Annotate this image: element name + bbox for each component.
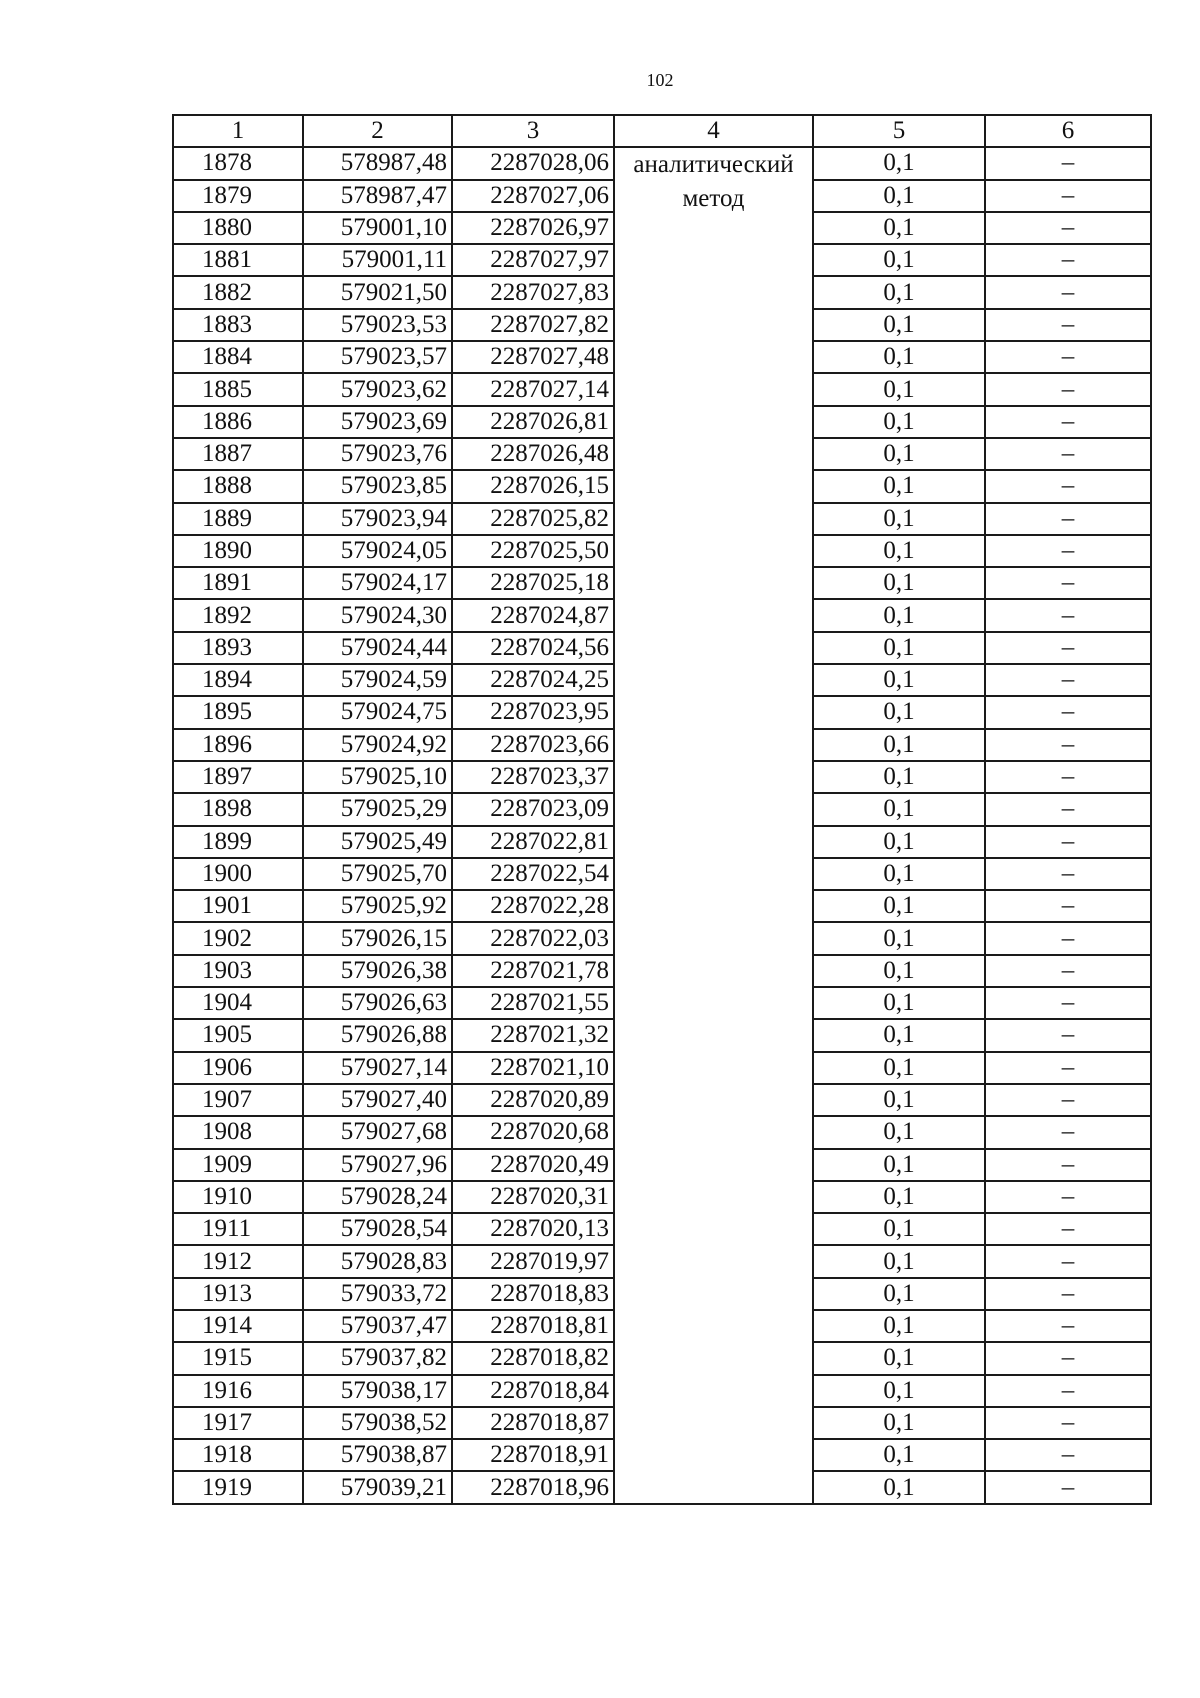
accuracy-cell: 0,1 bbox=[813, 244, 985, 276]
y-coordinate-cell: 2287027,82 bbox=[452, 309, 614, 341]
y-coordinate-cell: 2287024,56 bbox=[452, 632, 614, 664]
x-coordinate-cell: 579023,85 bbox=[303, 470, 452, 502]
accuracy-cell: 0,1 bbox=[813, 1052, 985, 1084]
x-coordinate-cell: 579023,62 bbox=[303, 373, 452, 405]
description-cell: – bbox=[985, 1342, 1151, 1374]
description-cell: – bbox=[985, 341, 1151, 373]
accuracy-cell: 0,1 bbox=[813, 1019, 985, 1051]
y-coordinate-cell: 2287023,95 bbox=[452, 696, 614, 728]
accuracy-cell: 0,1 bbox=[813, 341, 985, 373]
accuracy-cell: 0,1 bbox=[813, 922, 985, 954]
description-cell: – bbox=[985, 793, 1151, 825]
y-coordinate-cell: 2287024,87 bbox=[452, 599, 614, 631]
x-coordinate-cell: 579024,59 bbox=[303, 664, 452, 696]
y-coordinate-cell: 2287021,32 bbox=[452, 1019, 614, 1051]
x-coordinate-cell: 579026,88 bbox=[303, 1019, 452, 1051]
table-header-row bbox=[173, 115, 1151, 147]
y-coordinate-cell: 2287018,81 bbox=[452, 1310, 614, 1342]
point-number-cell: 1898 bbox=[173, 793, 303, 825]
y-coordinate-cell: 2287020,13 bbox=[452, 1213, 614, 1245]
y-coordinate-cell: 2287027,97 bbox=[452, 244, 614, 276]
description-cell: – bbox=[985, 438, 1151, 470]
x-coordinate-cell: 579023,76 bbox=[303, 438, 452, 470]
x-coordinate-cell: 579025,92 bbox=[303, 890, 452, 922]
y-coordinate-cell: 2287023,09 bbox=[452, 793, 614, 825]
point-number-cell: 1904 bbox=[173, 987, 303, 1019]
point-number-cell: 1896 bbox=[173, 729, 303, 761]
point-number-cell: 1913 bbox=[173, 1278, 303, 1310]
accuracy-cell: 0,1 bbox=[813, 373, 985, 405]
accuracy-cell: 0,1 bbox=[813, 1149, 985, 1181]
description-cell: – bbox=[985, 1019, 1151, 1051]
x-coordinate-cell: 579038,87 bbox=[303, 1439, 452, 1471]
x-coordinate-cell: 579027,68 bbox=[303, 1116, 452, 1148]
accuracy-cell: 0,1 bbox=[813, 180, 985, 212]
point-number-cell: 1884 bbox=[173, 341, 303, 373]
table-row bbox=[173, 147, 1151, 179]
point-number-cell: 1901 bbox=[173, 890, 303, 922]
point-number-cell: 1885 bbox=[173, 373, 303, 405]
point-number-cell: 1881 bbox=[173, 244, 303, 276]
y-coordinate-cell: 2287022,03 bbox=[452, 922, 614, 954]
y-coordinate-cell: 2287021,55 bbox=[452, 987, 614, 1019]
x-coordinate-cell: 579024,44 bbox=[303, 632, 452, 664]
accuracy-cell: 0,1 bbox=[813, 1278, 985, 1310]
accuracy-cell: 0,1 bbox=[813, 890, 985, 922]
point-number-cell: 1908 bbox=[173, 1116, 303, 1148]
y-coordinate-cell: 2287026,48 bbox=[452, 438, 614, 470]
description-cell: – bbox=[985, 922, 1151, 954]
y-coordinate-cell: 2287027,06 bbox=[452, 180, 614, 212]
x-coordinate-cell: 579025,10 bbox=[303, 761, 452, 793]
description-cell: – bbox=[985, 1181, 1151, 1213]
point-number-cell: 1917 bbox=[173, 1407, 303, 1439]
x-coordinate-cell: 579001,10 bbox=[303, 212, 452, 244]
point-number-cell: 1918 bbox=[173, 1439, 303, 1471]
point-number-cell: 1894 bbox=[173, 664, 303, 696]
point-number-cell: 1883 bbox=[173, 309, 303, 341]
description-cell: – bbox=[985, 1439, 1151, 1471]
y-coordinate-cell: 2287027,14 bbox=[452, 373, 614, 405]
accuracy-cell: 0,1 bbox=[813, 599, 985, 631]
y-coordinate-cell: 2287025,18 bbox=[452, 567, 614, 599]
header-cell: 2 bbox=[303, 115, 452, 147]
header-cell: 5 bbox=[813, 115, 985, 147]
point-number-cell: 1912 bbox=[173, 1245, 303, 1277]
accuracy-cell: 0,1 bbox=[813, 503, 985, 535]
accuracy-cell: 0,1 bbox=[813, 147, 985, 179]
description-cell: – bbox=[985, 1149, 1151, 1181]
point-number-cell: 1889 bbox=[173, 503, 303, 535]
accuracy-cell: 0,1 bbox=[813, 1181, 985, 1213]
description-cell: – bbox=[985, 729, 1151, 761]
point-number-cell: 1880 bbox=[173, 212, 303, 244]
x-coordinate-cell: 579025,70 bbox=[303, 858, 452, 890]
accuracy-cell: 0,1 bbox=[813, 1084, 985, 1116]
description-cell: – bbox=[985, 632, 1151, 664]
point-number-cell: 1910 bbox=[173, 1181, 303, 1213]
accuracy-cell: 0,1 bbox=[813, 1245, 985, 1277]
description-cell: – bbox=[985, 1084, 1151, 1116]
method-cell: аналитический метод bbox=[614, 147, 813, 1503]
accuracy-cell: 0,1 bbox=[813, 1471, 985, 1503]
point-number-cell: 1892 bbox=[173, 599, 303, 631]
y-coordinate-cell: 2287018,82 bbox=[452, 1342, 614, 1374]
x-coordinate-cell: 579025,49 bbox=[303, 826, 452, 858]
y-coordinate-cell: 2287018,96 bbox=[452, 1471, 614, 1503]
y-coordinate-cell: 2287023,66 bbox=[452, 729, 614, 761]
y-coordinate-cell: 2287026,81 bbox=[452, 406, 614, 438]
description-cell: – bbox=[985, 244, 1151, 276]
accuracy-cell: 0,1 bbox=[813, 632, 985, 664]
header-cell: 6 bbox=[985, 115, 1151, 147]
point-number-cell: 1887 bbox=[173, 438, 303, 470]
y-coordinate-cell: 2287025,50 bbox=[452, 535, 614, 567]
x-coordinate-cell: 579033,72 bbox=[303, 1278, 452, 1310]
accuracy-cell: 0,1 bbox=[813, 664, 985, 696]
description-cell: – bbox=[985, 599, 1151, 631]
description-cell: – bbox=[985, 1245, 1151, 1277]
y-coordinate-cell: 2287021,78 bbox=[452, 955, 614, 987]
accuracy-cell: 0,1 bbox=[813, 793, 985, 825]
description-cell: – bbox=[985, 761, 1151, 793]
x-coordinate-cell: 579024,75 bbox=[303, 696, 452, 728]
y-coordinate-cell: 2287022,81 bbox=[452, 826, 614, 858]
description-cell: – bbox=[985, 212, 1151, 244]
y-coordinate-cell: 2287025,82 bbox=[452, 503, 614, 535]
y-coordinate-cell: 2287020,89 bbox=[452, 1084, 614, 1116]
description-cell: – bbox=[985, 567, 1151, 599]
point-number-cell: 1886 bbox=[173, 406, 303, 438]
description-cell: – bbox=[985, 1471, 1151, 1503]
description-cell: – bbox=[985, 664, 1151, 696]
accuracy-cell: 0,1 bbox=[813, 955, 985, 987]
accuracy-cell: 0,1 bbox=[813, 1439, 985, 1471]
y-coordinate-cell: 2287027,48 bbox=[452, 341, 614, 373]
accuracy-cell: 0,1 bbox=[813, 276, 985, 308]
accuracy-cell: 0,1 bbox=[813, 309, 985, 341]
point-number-cell: 1903 bbox=[173, 955, 303, 987]
accuracy-cell: 0,1 bbox=[813, 858, 985, 890]
description-cell: – bbox=[985, 1052, 1151, 1084]
point-number-cell: 1893 bbox=[173, 632, 303, 664]
x-coordinate-cell: 579028,83 bbox=[303, 1245, 452, 1277]
accuracy-cell: 0,1 bbox=[813, 567, 985, 599]
header-cell: 4 bbox=[614, 115, 813, 147]
point-number-cell: 1911 bbox=[173, 1213, 303, 1245]
y-coordinate-cell: 2287023,37 bbox=[452, 761, 614, 793]
description-cell: – bbox=[985, 1407, 1151, 1439]
point-number-cell: 1902 bbox=[173, 922, 303, 954]
point-number-cell: 1900 bbox=[173, 858, 303, 890]
x-coordinate-cell: 579037,47 bbox=[303, 1310, 452, 1342]
header-cell: 1 bbox=[173, 115, 303, 147]
x-coordinate-cell: 579038,17 bbox=[303, 1375, 452, 1407]
y-coordinate-cell: 2287020,31 bbox=[452, 1181, 614, 1213]
description-cell: – bbox=[985, 503, 1151, 535]
x-coordinate-cell: 579024,92 bbox=[303, 729, 452, 761]
point-number-cell: 1906 bbox=[173, 1052, 303, 1084]
x-coordinate-cell: 579023,69 bbox=[303, 406, 452, 438]
point-number-cell: 1907 bbox=[173, 1084, 303, 1116]
y-coordinate-cell: 2287028,06 bbox=[452, 147, 614, 179]
y-coordinate-cell: 2287027,83 bbox=[452, 276, 614, 308]
description-cell: – bbox=[985, 276, 1151, 308]
description-cell: – bbox=[985, 147, 1151, 179]
x-coordinate-cell: 579024,17 bbox=[303, 567, 452, 599]
accuracy-cell: 0,1 bbox=[813, 729, 985, 761]
point-number-cell: 1919 bbox=[173, 1471, 303, 1503]
point-number-cell: 1888 bbox=[173, 470, 303, 502]
point-number-cell: 1915 bbox=[173, 1342, 303, 1374]
x-coordinate-cell: 579027,96 bbox=[303, 1149, 452, 1181]
x-coordinate-cell: 579038,52 bbox=[303, 1407, 452, 1439]
description-cell: – bbox=[985, 987, 1151, 1019]
y-coordinate-cell: 2287020,49 bbox=[452, 1149, 614, 1181]
accuracy-cell: 0,1 bbox=[813, 761, 985, 793]
description-cell: – bbox=[985, 1213, 1151, 1245]
y-coordinate-cell: 2287018,84 bbox=[452, 1375, 614, 1407]
x-coordinate-cell: 579024,30 bbox=[303, 599, 452, 631]
description-cell: – bbox=[985, 858, 1151, 890]
x-coordinate-cell: 579039,21 bbox=[303, 1471, 452, 1503]
y-coordinate-cell: 2287018,91 bbox=[452, 1439, 614, 1471]
x-coordinate-cell: 579026,38 bbox=[303, 955, 452, 987]
accuracy-cell: 0,1 bbox=[813, 1375, 985, 1407]
accuracy-cell: 0,1 bbox=[813, 212, 985, 244]
x-coordinate-cell: 579025,29 bbox=[303, 793, 452, 825]
page-number: 102 bbox=[646, 70, 674, 90]
description-cell: – bbox=[985, 373, 1151, 405]
description-cell: – bbox=[985, 826, 1151, 858]
x-coordinate-cell: 579023,94 bbox=[303, 503, 452, 535]
y-coordinate-cell: 2287018,87 bbox=[452, 1407, 614, 1439]
y-coordinate-cell: 2287021,10 bbox=[452, 1052, 614, 1084]
accuracy-cell: 0,1 bbox=[813, 696, 985, 728]
point-number-cell: 1914 bbox=[173, 1310, 303, 1342]
x-coordinate-cell: 579037,82 bbox=[303, 1342, 452, 1374]
description-cell: – bbox=[985, 535, 1151, 567]
point-number-cell: 1878 bbox=[173, 147, 303, 179]
x-coordinate-cell: 579027,40 bbox=[303, 1084, 452, 1116]
accuracy-cell: 0,1 bbox=[813, 1407, 985, 1439]
table-body bbox=[173, 115, 1151, 1504]
x-coordinate-cell: 579028,54 bbox=[303, 1213, 452, 1245]
point-number-cell: 1897 bbox=[173, 761, 303, 793]
coordinates-table bbox=[172, 114, 1152, 1505]
accuracy-cell: 0,1 bbox=[813, 470, 985, 502]
point-number-cell: 1899 bbox=[173, 826, 303, 858]
accuracy-cell: 0,1 bbox=[813, 987, 985, 1019]
description-cell: – bbox=[985, 180, 1151, 212]
description-cell: – bbox=[985, 1310, 1151, 1342]
accuracy-cell: 0,1 bbox=[813, 1342, 985, 1374]
point-number-cell: 1916 bbox=[173, 1375, 303, 1407]
y-coordinate-cell: 2287026,15 bbox=[452, 470, 614, 502]
accuracy-cell: 0,1 bbox=[813, 1116, 985, 1148]
x-coordinate-cell: 579026,63 bbox=[303, 987, 452, 1019]
accuracy-cell: 0,1 bbox=[813, 1310, 985, 1342]
accuracy-cell: 0,1 bbox=[813, 438, 985, 470]
y-coordinate-cell: 2287020,68 bbox=[452, 1116, 614, 1148]
accuracy-cell: 0,1 bbox=[813, 1213, 985, 1245]
x-coordinate-cell: 579021,50 bbox=[303, 276, 452, 308]
x-coordinate-cell: 579001,11 bbox=[303, 244, 452, 276]
point-number-cell: 1891 bbox=[173, 567, 303, 599]
accuracy-cell: 0,1 bbox=[813, 826, 985, 858]
point-number-cell: 1905 bbox=[173, 1019, 303, 1051]
x-coordinate-cell: 579026,15 bbox=[303, 922, 452, 954]
point-number-cell: 1879 bbox=[173, 180, 303, 212]
description-cell: – bbox=[985, 1375, 1151, 1407]
point-number-cell: 1882 bbox=[173, 276, 303, 308]
x-coordinate-cell: 578987,47 bbox=[303, 180, 452, 212]
x-coordinate-cell: 579027,14 bbox=[303, 1052, 452, 1084]
description-cell: – bbox=[985, 696, 1151, 728]
accuracy-cell: 0,1 bbox=[813, 535, 985, 567]
description-cell: – bbox=[985, 406, 1151, 438]
point-number-cell: 1895 bbox=[173, 696, 303, 728]
x-coordinate-cell: 579023,57 bbox=[303, 341, 452, 373]
x-coordinate-cell: 579023,53 bbox=[303, 309, 452, 341]
point-number-cell: 1909 bbox=[173, 1149, 303, 1181]
description-cell: – bbox=[985, 1278, 1151, 1310]
point-number-cell: 1890 bbox=[173, 535, 303, 567]
x-coordinate-cell: 579028,24 bbox=[303, 1181, 452, 1213]
x-coordinate-cell: 578987,48 bbox=[303, 147, 452, 179]
y-coordinate-cell: 2287022,28 bbox=[452, 890, 614, 922]
x-coordinate-cell: 579024,05 bbox=[303, 535, 452, 567]
y-coordinate-cell: 2287019,97 bbox=[452, 1245, 614, 1277]
description-cell: – bbox=[985, 1116, 1151, 1148]
description-cell: – bbox=[985, 955, 1151, 987]
y-coordinate-cell: 2287022,54 bbox=[452, 858, 614, 890]
y-coordinate-cell: 2287018,83 bbox=[452, 1278, 614, 1310]
y-coordinate-cell: 2287026,97 bbox=[452, 212, 614, 244]
description-cell: – bbox=[985, 470, 1151, 502]
y-coordinate-cell: 2287024,25 bbox=[452, 664, 614, 696]
accuracy-cell: 0,1 bbox=[813, 406, 985, 438]
header-cell: 3 bbox=[452, 115, 614, 147]
description-cell: – bbox=[985, 309, 1151, 341]
description-cell: – bbox=[985, 890, 1151, 922]
